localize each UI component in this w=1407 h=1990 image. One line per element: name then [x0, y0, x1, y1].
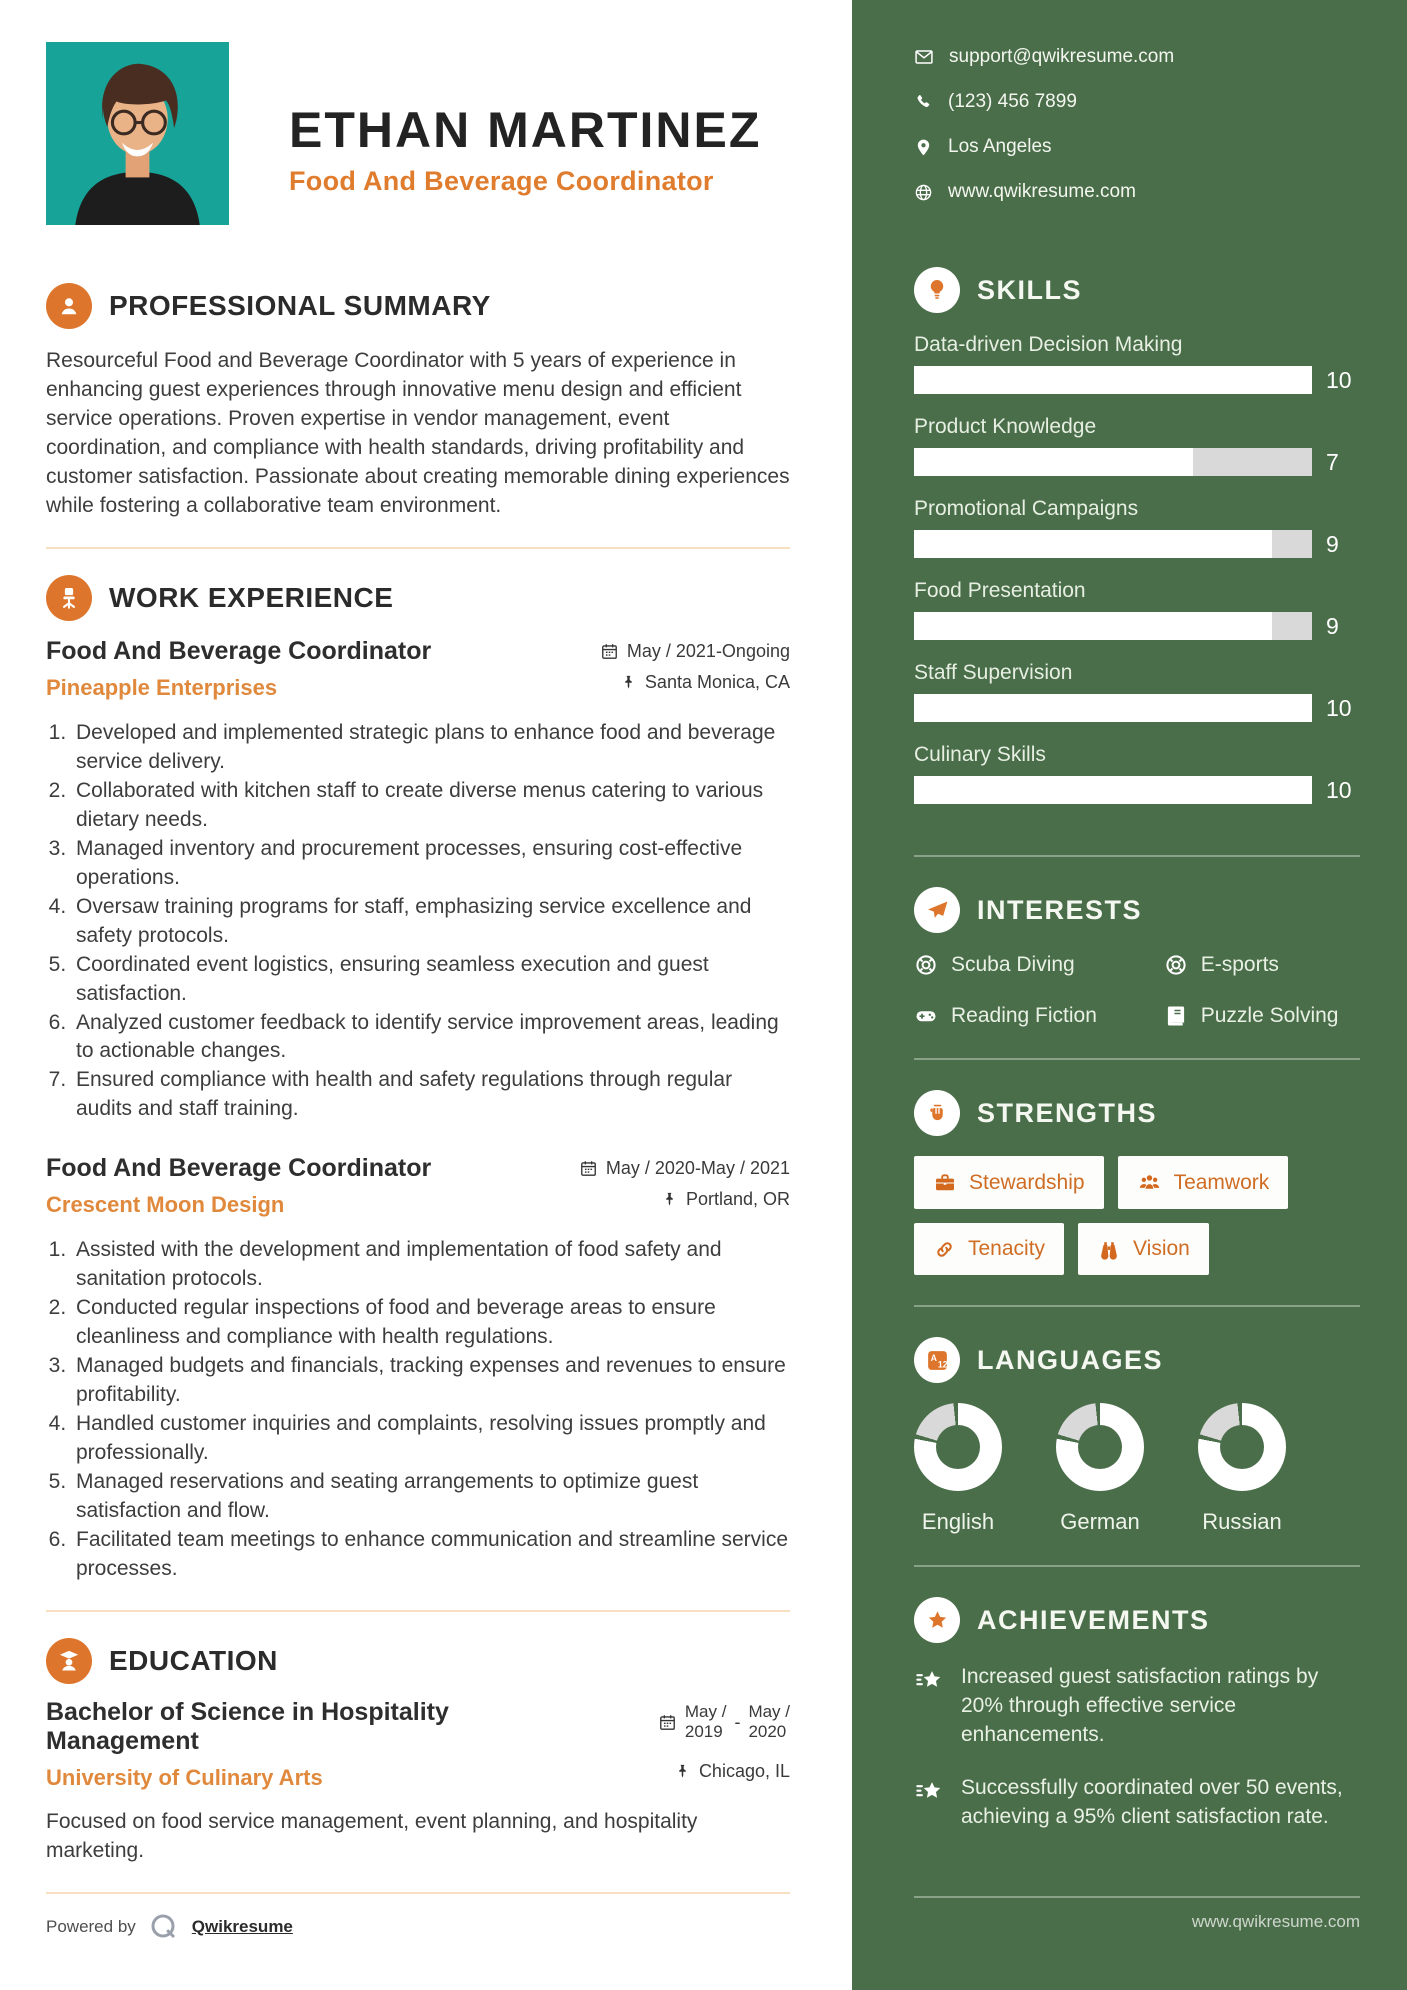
- portrait-illustration: [46, 42, 229, 225]
- achievement-item: [914, 1774, 1360, 1832]
- skill-bar: [914, 366, 1312, 394]
- skill-value: 9: [1326, 530, 1339, 557]
- education-description: Focused on food service management, event planning, and hospitality marketing.: [46, 1809, 698, 1862]
- education-date-start: May / 2019: [684, 1702, 727, 1742]
- gamepad-icon: [914, 1004, 938, 1028]
- job-date: May / 2020-May / 2021: [605, 1158, 790, 1179]
- duty-item: 3. Managed inventory and procurement processes, ensuring cost-effective operations.: [72, 835, 790, 893]
- skill-name: Culinary Skills: [914, 743, 1046, 766]
- skill-bar: [914, 612, 1312, 640]
- skills-list: [914, 333, 1360, 804]
- left-footer: [46, 1866, 790, 1942]
- binoculars-icon: [1097, 1237, 1121, 1261]
- sidebar: [852, 0, 1407, 1990]
- degree-title: Bachelor of Science in Hospitality Management: [46, 1698, 449, 1755]
- team-icon: [1137, 1170, 1162, 1195]
- duty-item: 2. Collaborated with kitchen staff to create diverse menus catering to various dietary needs.: [72, 777, 790, 835]
- qwikresume-logo-icon: [149, 1912, 179, 1942]
- strengths-heading: STRENGTHS: [977, 1097, 1158, 1128]
- skill-bar: [914, 530, 1312, 558]
- contact-phone: (123) 456 7899: [948, 91, 1077, 112]
- language-name: Russian: [1202, 1509, 1282, 1534]
- interests-section: [914, 887, 1360, 1028]
- sidebar-divider: [914, 1565, 1360, 1567]
- strengths-section: [914, 1090, 1360, 1275]
- strength-chip: [914, 1223, 1064, 1275]
- contact-row: [914, 46, 1360, 68]
- skill-value: 10: [1326, 776, 1352, 803]
- skill-name: Staff Supervision: [914, 661, 1073, 684]
- duty-item: 5. Managed reservations and seating arrangements to optimize guest satisfaction and flow.: [72, 1468, 790, 1526]
- briefcase-icon: [933, 1171, 957, 1195]
- summary-text: Resourceful Food and Beverage Coordinator with 5 years of experience in enhancing guest experiences through innovative menu design and efficient service operations. Proven expertise in vendor management, event coordination, and compliance with health standards, driving profitability and customer satisfaction. Passionate about creating memorable dining experiences while fostering a collaborative team environment.: [46, 349, 790, 517]
- skills-heading: SKILLS: [977, 274, 1083, 305]
- identity-header: [46, 42, 790, 225]
- pushpin-icon: [661, 1191, 678, 1208]
- interest-label: Reading Fiction: [951, 1004, 1097, 1027]
- achievements-section: [914, 1597, 1360, 1856]
- language-name: English: [921, 1509, 995, 1534]
- education-meta: [658, 1698, 790, 1792]
- life-ring-icon: [914, 953, 938, 977]
- skill-value: 9: [1326, 612, 1339, 639]
- name-block: [289, 70, 761, 198]
- graduation-cap-icon: [46, 1638, 92, 1684]
- duty-item: 2. Conducted regular inspections of food and beverage areas to ensure cleanliness and compliance with health regulations.: [72, 1294, 790, 1352]
- life-ring-icon: [1164, 953, 1188, 977]
- interest-item: [914, 1004, 1164, 1028]
- language-donut-chart: [1198, 1403, 1286, 1491]
- strength-chip: [914, 1156, 1104, 1209]
- summary-heading: PROFESSIONAL SUMMARY: [109, 290, 491, 321]
- mail-icon: [914, 47, 934, 67]
- job-title: Food And Beverage Coordinator: [46, 1154, 432, 1183]
- achievement-text: Successfully coordinated over 50 events, achieving a 95% client satisfaction rate.: [961, 1775, 1343, 1828]
- languages-section: [914, 1337, 1360, 1535]
- pushpin-icon: [620, 674, 637, 691]
- skill-bar: [914, 776, 1312, 804]
- interest-label: Puzzle Solving: [1200, 1004, 1339, 1027]
- book-icon: [1164, 1004, 1188, 1028]
- job-date: May / 2021-Ongoing: [626, 640, 790, 661]
- achievements-heading: ACHIEVEMENTS: [977, 1604, 1210, 1635]
- languages-heading: LANGUAGES: [977, 1344, 1164, 1375]
- paper-plane-icon: [914, 887, 960, 933]
- skill-row: [914, 579, 1360, 640]
- calendar-icon: [658, 1713, 677, 1732]
- education-section: [46, 1638, 790, 1866]
- contact-row: [914, 181, 1360, 203]
- skill-row: [914, 661, 1360, 722]
- qwikresume-brand-link[interactable]: Qwikresume: [191, 1916, 293, 1936]
- interest-item: [914, 953, 1164, 977]
- globe-icon: [914, 183, 933, 202]
- job-company: Pineapple Enterprises: [46, 674, 278, 700]
- translate-icon: [914, 1337, 960, 1383]
- summary-section: [46, 283, 790, 521]
- job-title: Food And Beverage Coordinator: [46, 636, 432, 665]
- strength-label: Tenacity: [968, 1237, 1046, 1260]
- skill-value: 7: [1326, 448, 1339, 475]
- skill-bar: [914, 448, 1312, 476]
- date-separator: -: [734, 1711, 741, 1732]
- job-meta: [579, 1154, 790, 1220]
- lightbulb-icon: [914, 267, 960, 313]
- duty-item: 1. Assisted with the development and implementation of food safety and sanitation protocols.: [72, 1236, 790, 1294]
- phone-icon: [914, 93, 933, 112]
- skill-row: [914, 497, 1360, 558]
- job-location: Santa Monica, CA: [644, 671, 790, 692]
- candidate-title: Food And Beverage Coordinator: [289, 166, 714, 197]
- footer-website: www.qwikresume.com: [1191, 1912, 1360, 1931]
- duty-item: 6. Facilitated team meetings to enhance communication and streamline service processes.: [72, 1526, 790, 1584]
- shooting-star-icon: [914, 1665, 946, 1697]
- language-donut-chart: [1056, 1403, 1144, 1491]
- interest-item: [1164, 953, 1360, 977]
- job-meta: [600, 637, 790, 703]
- education-date-end: May / 2020: [748, 1702, 790, 1742]
- achievement-item: [914, 1663, 1360, 1750]
- experience-section: [46, 575, 790, 1584]
- duty-item: 5. Coordinated event logistics, ensuring seamless execution and guest satisfaction.: [72, 951, 790, 1009]
- section-divider: [46, 1610, 790, 1612]
- strengths-list: [914, 1156, 1360, 1275]
- school-name: University of Culinary Arts: [46, 1765, 323, 1790]
- skills-section: [914, 267, 1360, 825]
- skill-value: 10: [1326, 366, 1352, 393]
- interests-list: [914, 953, 1360, 1028]
- footer-divider: [914, 1896, 1360, 1898]
- language-item: [1056, 1403, 1144, 1535]
- sidebar-divider: [914, 1305, 1360, 1307]
- job-entry: [46, 1154, 790, 1584]
- shooting-star-icon: [914, 1776, 946, 1808]
- interest-label: E-sports: [1200, 953, 1279, 976]
- strength-label: Teamwork: [1173, 1170, 1270, 1194]
- language-item: [1198, 1403, 1286, 1535]
- contact-row: [914, 91, 1360, 113]
- job-company: Crescent Moon Design: [46, 1192, 285, 1218]
- calendar-icon: [579, 1159, 598, 1178]
- education-location: Chicago, IL: [698, 1760, 790, 1781]
- svg-text:A: A: [930, 1352, 937, 1363]
- contact-row: [914, 136, 1360, 158]
- interest-label: Scuba Diving: [951, 953, 1075, 976]
- footer-divider: [46, 1892, 790, 1894]
- duty-item: 1. Developed and implemented strategic plans to enhance food and beverage service delivery.: [72, 719, 790, 777]
- language-donut-chart: [914, 1403, 1002, 1491]
- fist-icon: [914, 1090, 960, 1136]
- skill-name: Food Presentation: [914, 579, 1086, 602]
- skill-name: Promotional Campaigns: [914, 497, 1139, 520]
- skill-name: Data-driven Decision Making: [914, 333, 1183, 356]
- education-entry: [46, 1698, 790, 1792]
- powered-by-label: Powered by: [46, 1916, 136, 1936]
- sidebar-footer: [914, 1866, 1360, 1932]
- pushpin-icon: [674, 1763, 691, 1780]
- skill-row: [914, 415, 1360, 476]
- job-entry: [46, 637, 790, 1125]
- strength-label: Stewardship: [969, 1170, 1085, 1194]
- contact-website: www.qwikresume.com: [948, 181, 1136, 202]
- svg-text:12: 12: [937, 1358, 948, 1369]
- section-divider: [46, 547, 790, 549]
- experience-heading: WORK EXPERIENCE: [109, 581, 394, 613]
- profile-photo: [46, 42, 229, 225]
- office-chair-icon: [46, 575, 92, 621]
- duty-item: 7. Ensured compliance with health and safety regulations through regular audits and staff training.: [72, 1066, 790, 1124]
- duty-item: 4. Handled customer inquiries and complaints, resolving issues promptly and professionally.: [72, 1410, 790, 1468]
- skill-bar: [914, 694, 1312, 722]
- strength-chip: [1078, 1223, 1209, 1275]
- contact-section: [914, 46, 1360, 203]
- skill-value: 10: [1326, 694, 1352, 721]
- skill-row: [914, 333, 1360, 394]
- duty-item: 3. Managed budgets and financials, tracking expenses and revenues to ensure profitability.: [72, 1352, 790, 1410]
- location-pin-icon: [914, 138, 933, 157]
- languages-list: [914, 1403, 1360, 1535]
- strength-chip: [1118, 1156, 1289, 1209]
- interests-heading: INTERESTS: [977, 894, 1143, 925]
- chain-link-icon: [933, 1238, 956, 1261]
- skill-name: Product Knowledge: [914, 415, 1097, 438]
- strength-label: Vision: [1133, 1237, 1190, 1260]
- calendar-icon: [600, 642, 619, 661]
- job-duties-list: [46, 1236, 790, 1584]
- language-name: German: [1060, 1509, 1140, 1534]
- language-item: [914, 1403, 1002, 1535]
- skill-row: [914, 743, 1360, 804]
- contact-location: Los Angeles: [948, 136, 1052, 157]
- sidebar-divider: [914, 855, 1360, 857]
- education-heading: EDUCATION: [109, 1645, 278, 1676]
- candidate-name: ETHAN MARTINEZ: [289, 101, 762, 158]
- star-icon: [914, 1597, 960, 1643]
- sidebar-divider: [914, 1058, 1360, 1060]
- job-duties-list: [46, 719, 790, 1125]
- achievement-text: Increased guest satisfaction ratings by 20% through effective service enhancements.: [961, 1665, 1319, 1746]
- job-location: Portland, OR: [685, 1189, 790, 1210]
- duty-item: 6. Analyzed customer feedback to identify service improvement areas, leading to actionable changes.: [72, 1009, 790, 1067]
- person-icon: [46, 283, 92, 329]
- duty-item: 4. Oversaw training programs for staff, emphasizing service excellence and safety protocols.: [72, 893, 790, 951]
- interest-item: [1164, 1004, 1360, 1028]
- contact-email: support@qwikresume.com: [949, 46, 1175, 67]
